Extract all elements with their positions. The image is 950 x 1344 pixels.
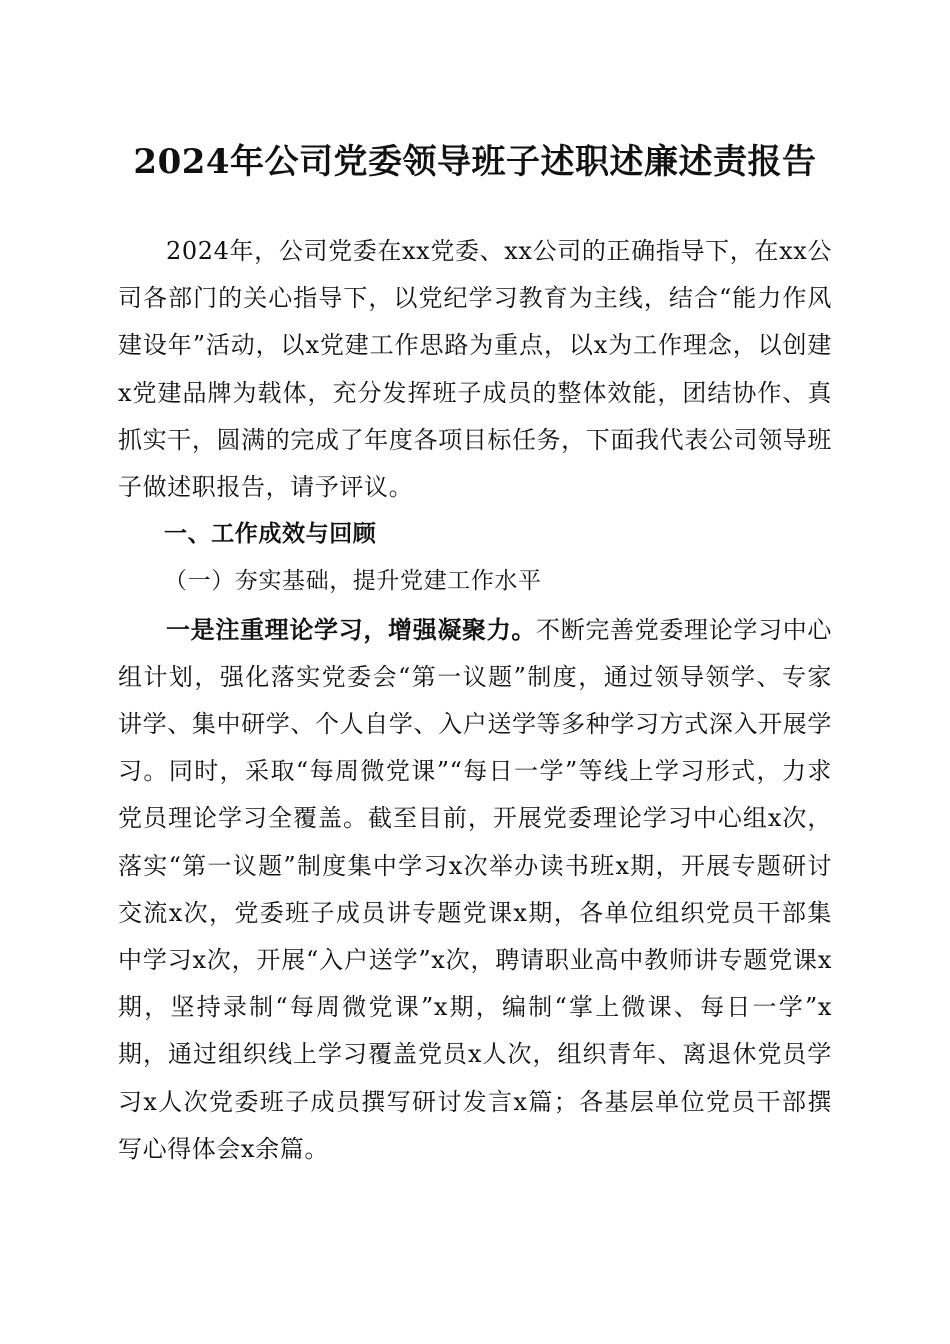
subsection-heading: （一）夯实基础，提升党建工作水平 (164, 568, 542, 595)
intro-paragraph: 2024年，公司党委在xx党委、xx公司的正确指导下，在xx公司各部门的关心指导下，以党纪学习教育为主线，结合“能力作风建设年”活动，以x党建工作思路为重点，以x为工作理念，以创建x党建品牌为载体，充分发挥班子成员的整体效能，团结协作、真抓实干，圆满的完成了年度各项目标任务，下面我代表公司领导班子做述职报告，请予评议。 (118, 237, 832, 502)
document-title: 2024年公司党委领导班子述职述廉述责报告 (133, 142, 817, 182)
document-body (118, 228, 832, 1173)
paragraph-text: 不断完善党委理论学习中心组计划，强化落实党委会“第一议题”制度，通过领导领学、专家讲学、集中研学、个人自学、入户送学等多种学习方式深入开展学习。同时，采取“每周微党课”“每日一学”等线上学习形式，力求党员理论学习全覆盖。截至目前，开展党委理论学习中心组x次，落实“第一议题”制度集中学习x次举办读书班x期，开展专题研讨交流x次，党委班子成员讲专题党课x期，各单位组织党员干部集中学习x次，开展“入户送学”x次，聘请职业高中教师讲专题党课x期，坚持录制“每周微党课”x期，编制“掌上微课、每日一学”x期，通过组织线上学习覆盖党员x人次，组织青年、离退休党员学习x人次党委班子成员撰写研讨发言x篇；各基层单位党员干部撰写心得体会x余篇。 (118, 615, 833, 1163)
section-heading: 一、工作成效与回顾 (164, 521, 377, 548)
body-paragraph (118, 606, 832, 1173)
paragraph-lead: 一是注重理论学习，增强凝聚力。 (166, 614, 537, 644)
